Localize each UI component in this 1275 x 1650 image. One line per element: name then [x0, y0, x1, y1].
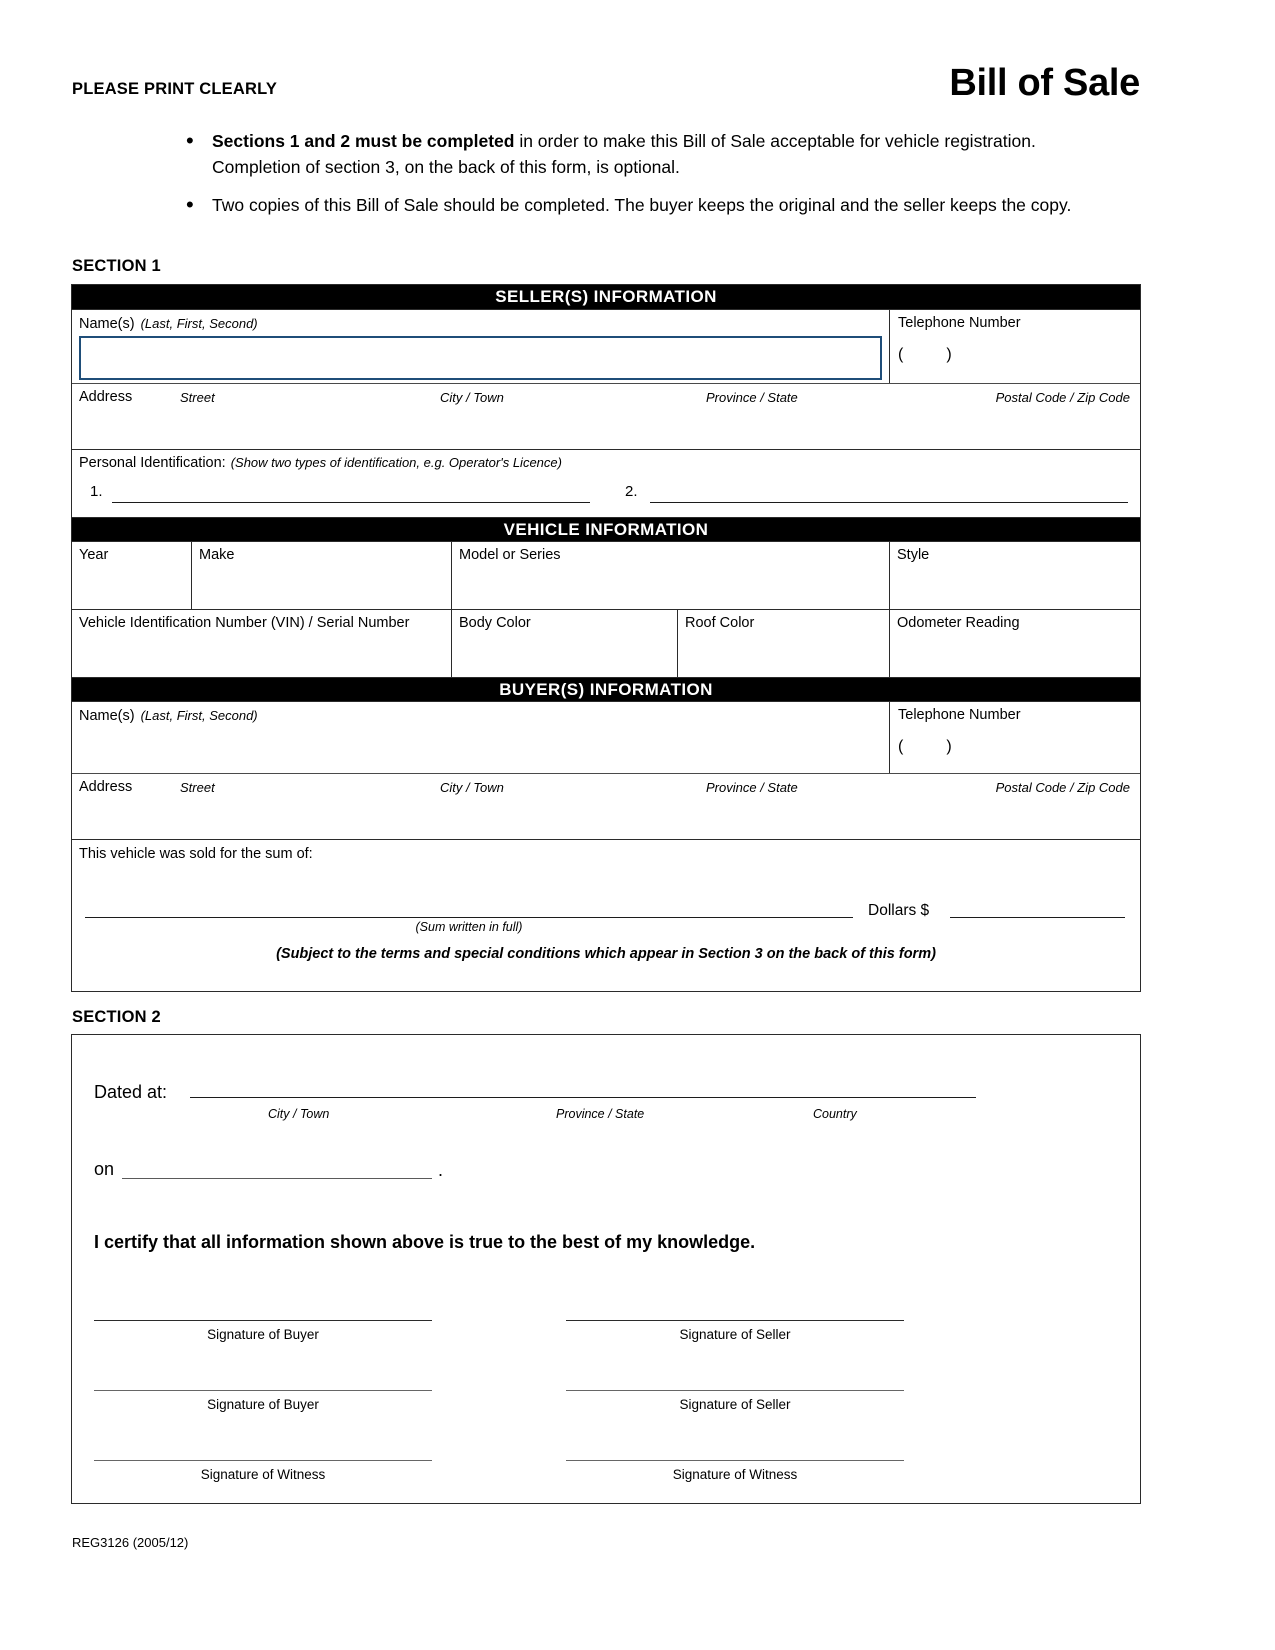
vehicle-year-cell[interactable] — [72, 542, 192, 609]
section-1-label: SECTION 1 — [72, 257, 161, 275]
vehicle-make-label: Make — [199, 547, 235, 563]
on-date-line[interactable] — [122, 1178, 432, 1179]
signature-line[interactable] — [566, 1460, 904, 1461]
paren-close: ) — [946, 738, 953, 755]
paren-open: ( — [898, 738, 905, 755]
personal-id-item-2-line[interactable] — [650, 502, 1128, 503]
vehicle-model-label: Model or Series — [459, 547, 561, 563]
dated-at-city-label: City / Town — [268, 1107, 330, 1121]
buyer-address-street-label: Street — [180, 780, 215, 795]
on-date-period: . — [438, 1160, 444, 1180]
vehicle-year-label: Year — [79, 547, 109, 563]
seller-name-label-text: Name(s) — [79, 316, 135, 332]
vehicle-style-label: Style — [897, 547, 930, 563]
form-code-footer: REG3126 (2005/12) — [72, 1535, 189, 1550]
signature-line[interactable] — [94, 1390, 432, 1391]
sold-for-label: This vehicle was sold for the sum of: — [79, 846, 313, 862]
signature-block-buyer-2[interactable] — [94, 1390, 432, 1413]
instruction-item — [186, 128, 1076, 180]
vehicle-make-cell[interactable] — [192, 542, 452, 609]
vehicle-vin-cell[interactable] — [72, 610, 452, 677]
seller-address-street-label: Street — [180, 390, 215, 405]
certification-statement: I certify that all information shown above is true to the best of my knowledge. — [94, 1232, 756, 1252]
instruction-rest-text: in order to make this Bill of Sale acceptable for vehicle registration. Completion of section 3, on the back of this form, is optional. — [212, 131, 1036, 177]
signature-block-buyer-1[interactable] — [94, 1320, 432, 1343]
signature-caption: Signature of Witness — [200, 1467, 326, 1482]
dated-at-line[interactable] — [190, 1097, 976, 1098]
dated-at-province-label: Province / State — [556, 1107, 645, 1121]
sellers-information-header: SELLER(S) INFORMATION — [72, 285, 1140, 309]
seller-name-row — [72, 309, 1140, 383]
buyer-name-hint: (Last, First, Second) — [140, 708, 258, 723]
seller-name-label — [79, 315, 258, 333]
signature-caption: Signature of Buyer — [207, 1327, 319, 1342]
seller-name-input[interactable] — [79, 336, 882, 380]
seller-telephone-label: Telephone Number — [898, 315, 1021, 331]
signature-line[interactable] — [566, 1390, 904, 1391]
signature-line[interactable] — [94, 1460, 432, 1461]
bullet-icon: • — [186, 192, 194, 217]
signature-caption: Signature of Seller — [679, 1327, 791, 1342]
buyer-telephone-cell — [890, 702, 1138, 773]
vehicle-odometer-label: Odometer Reading — [897, 615, 1020, 631]
signature-block-seller-2[interactable] — [566, 1390, 904, 1413]
personal-id-hint: (Show two types of identification, e.g. Operator's Licence) — [230, 455, 562, 470]
buyer-address-row[interactable] — [72, 773, 1140, 839]
instruction-text — [212, 128, 1076, 180]
personal-identification-row — [72, 449, 1140, 517]
personal-id-item-2-number: 2. — [625, 483, 638, 500]
dollars-label: Dollars $ — [868, 902, 930, 919]
on-date-label: on — [94, 1159, 115, 1179]
vehicle-body-color-cell[interactable] — [452, 610, 678, 677]
section-1-form — [71, 284, 1141, 992]
vehicle-information-header: VEHICLE INFORMATION — [72, 517, 1140, 541]
buyer-name-label-text: Name(s) — [79, 708, 135, 724]
seller-telephone-field[interactable] — [898, 346, 953, 364]
dollars-amount-line[interactable] — [950, 917, 1125, 918]
vehicle-body-color-label: Body Color — [459, 615, 531, 631]
personal-identification-label — [79, 454, 562, 472]
instruction-item — [186, 192, 1076, 218]
signature-caption: Signature of Buyer — [207, 1397, 319, 1412]
signature-block-witness-1[interactable] — [94, 1460, 432, 1483]
personal-id-label-text: Personal Identification: — [79, 455, 226, 471]
vehicle-row-2 — [72, 609, 1140, 677]
buyer-address-label: Address — [79, 779, 133, 795]
buyer-address-city-label: City / Town — [440, 780, 504, 795]
page-header — [72, 62, 1140, 122]
vehicle-odometer-cell[interactable] — [890, 610, 1138, 677]
seller-address-postal-label: Postal Code / Zip Code — [995, 390, 1130, 405]
print-clearly-notice: PLEASE PRINT CLEARLY — [72, 80, 278, 98]
vehicle-row-1 — [72, 541, 1140, 609]
buyer-telephone-field[interactable] — [898, 738, 953, 756]
vehicle-vin-label: Vehicle Identification Number (VIN) / Serial Number — [79, 615, 410, 631]
signature-block-witness-2[interactable] — [566, 1460, 904, 1483]
personal-id-item-1-number: 1. — [90, 483, 103, 500]
buyers-information-header: BUYER(S) INFORMATION — [72, 677, 1140, 701]
buyer-telephone-label: Telephone Number — [898, 707, 1021, 723]
seller-address-label: Address — [79, 389, 133, 405]
signature-block-seller-1[interactable] — [566, 1320, 904, 1343]
vehicle-roof-color-cell[interactable] — [678, 610, 890, 677]
vehicle-style-cell[interactable] — [890, 542, 1138, 609]
section-2-label: SECTION 2 — [72, 1008, 161, 1026]
vehicle-roof-color-label: Roof Color — [685, 615, 755, 631]
signature-line[interactable] — [566, 1320, 904, 1321]
seller-name-cell — [72, 310, 890, 383]
buyer-address-postal-label: Postal Code / Zip Code — [995, 780, 1130, 795]
bullet-icon: • — [186, 128, 194, 153]
seller-name-hint: (Last, First, Second) — [140, 316, 258, 331]
seller-address-province-label: Province / State — [706, 390, 798, 405]
buyer-address-province-label: Province / State — [706, 780, 798, 795]
signature-caption: Signature of Seller — [679, 1397, 791, 1412]
instruction-bold-text: Sections 1 and 2 must be completed — [212, 131, 515, 151]
seller-address-city-label: City / Town — [440, 390, 504, 405]
sum-written-in-full-caption: (Sum written in full) — [415, 920, 523, 934]
signature-caption: Signature of Witness — [672, 1467, 798, 1482]
seller-address-row[interactable] — [72, 383, 1140, 449]
signature-line[interactable] — [94, 1320, 432, 1321]
personal-id-item-1-line[interactable] — [112, 502, 590, 503]
vehicle-model-cell[interactable] — [452, 542, 890, 609]
dated-at-country-label: Country — [813, 1107, 857, 1121]
subject-to-terms-note: (Subject to the terms and special conditions which appear in Section 3 on the back of this form) — [276, 946, 936, 962]
instruction-text: Two copies of this Bill of Sale should be completed. The buyer keeps the original and the seller keeps the copy. — [212, 195, 1072, 215]
buyer-name-row — [72, 701, 1140, 773]
instructions-list — [186, 128, 1076, 230]
sum-written-in-full-line[interactable] — [85, 917, 853, 918]
page-title: Bill of Sale — [949, 62, 1140, 104]
seller-telephone-cell — [890, 310, 1138, 383]
buyer-name-label — [79, 707, 258, 725]
sale-amount-row — [72, 839, 1140, 979]
paren-close: ) — [946, 346, 953, 363]
section-2-form — [71, 1034, 1141, 1504]
buyer-name-cell[interactable] — [72, 702, 890, 773]
paren-open: ( — [898, 346, 905, 363]
dated-at-label: Dated at: — [94, 1082, 168, 1102]
